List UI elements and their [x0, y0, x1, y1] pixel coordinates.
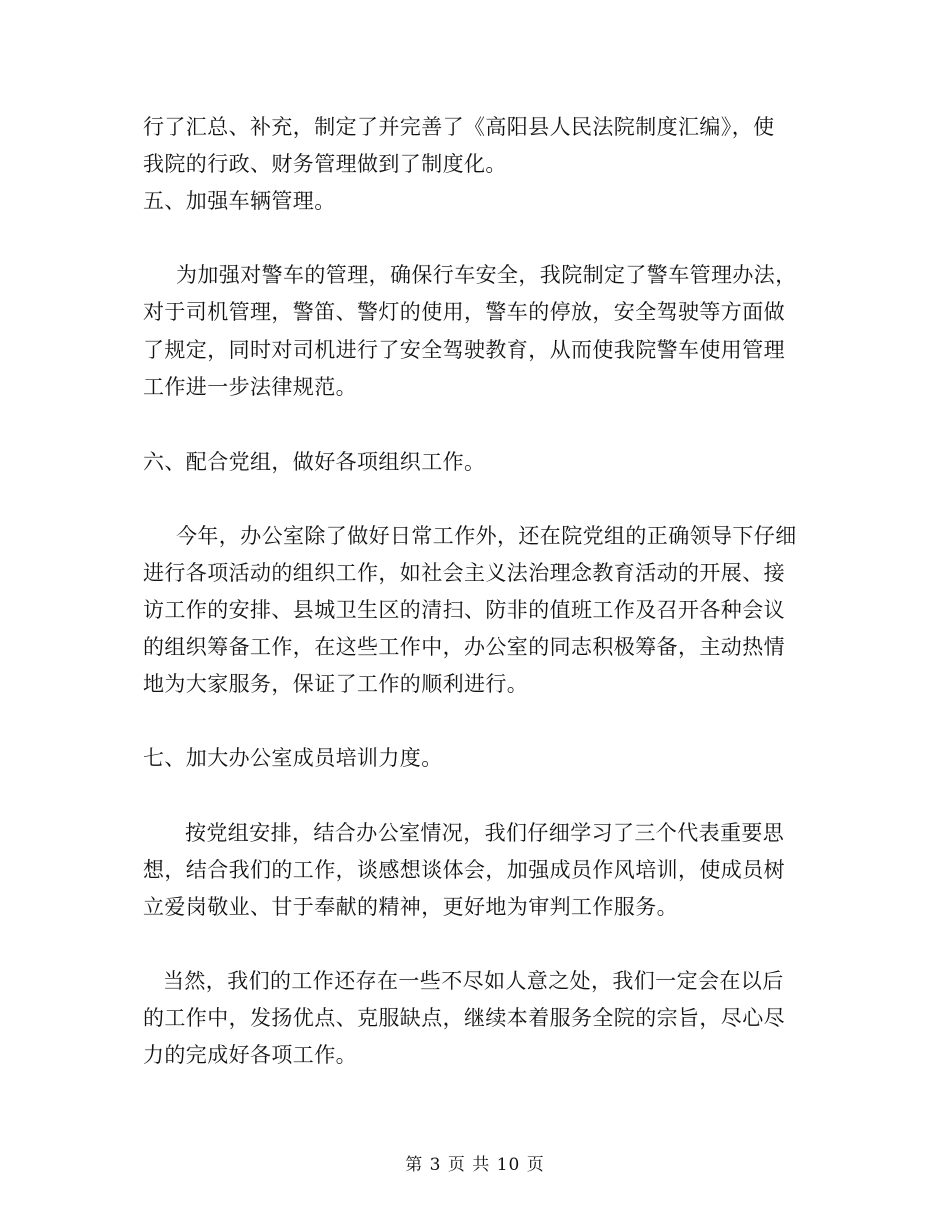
body-text-line: 行了汇总、补充，制定了并完善了《高阳县人民法院制度汇编》，使: [143, 115, 775, 139]
body-text-line: 访工作的安排、县城卫生区的清扫、防非的值班工作及召开各种会议: [143, 598, 785, 622]
section-heading: 六、配合党组，做好各项组织工作。: [143, 450, 486, 474]
body-text-line: 了规定，同时对司机进行了安全驾驶教育，从而使我院警车使用管理: [143, 338, 785, 362]
body-text-line: 今年，办公室除了做好日常工作外，还在院党组的正确领导下仔细: [176, 524, 797, 548]
body-text-line: 力的完成好各项工作。: [143, 1043, 357, 1067]
body-text-line: 工作进一步法律规范。: [143, 375, 357, 399]
body-text-line: 立爱岗敬业、甘于奉献的精神，更好地为审判工作服务。: [143, 895, 678, 919]
body-text-line: 的工作中，发扬优点、克服缺点，继续本着服务全院的宗旨，尽心尽: [143, 1006, 785, 1030]
body-text-line: 我院的行政、财务管理做到了制度化。: [143, 152, 507, 176]
body-text-line: 进行各项活动的组织工作，如社会主义法治理念教育活动的开展、接: [143, 561, 785, 585]
body-text-line: 地为大家服务，保证了工作的顺利进行。: [143, 672, 529, 696]
page-number-footer: 第 3 页 共 10 页: [405, 1155, 545, 1175]
body-text-line: 按党组安排，结合办公室情况，我们仔细学习了三个代表重要思: [185, 821, 785, 845]
body-text-line: 为加强对警车的管理，确保行车安全，我院制定了警车管理办法，: [176, 263, 797, 287]
body-text-line: 想，结合我们的工作，谈感想谈体会，加强成员作风培训，使成员树: [143, 858, 785, 882]
body-text-line: 的组织筹备工作，在这些工作中，办公室的同志积极筹备，主动热情: [143, 635, 785, 659]
section-heading: 七、加大办公室成员培训力度。: [143, 746, 443, 770]
body-text-line: 当然，我们的工作还存在一些不尽如人意之处，我们一定会在以后: [163, 969, 784, 993]
body-text-line: 对于司机管理，警笛、警灯的使用，警车的停放，安全驾驶等方面做: [143, 300, 785, 324]
section-heading: 五、加强车辆管理。: [143, 189, 336, 213]
